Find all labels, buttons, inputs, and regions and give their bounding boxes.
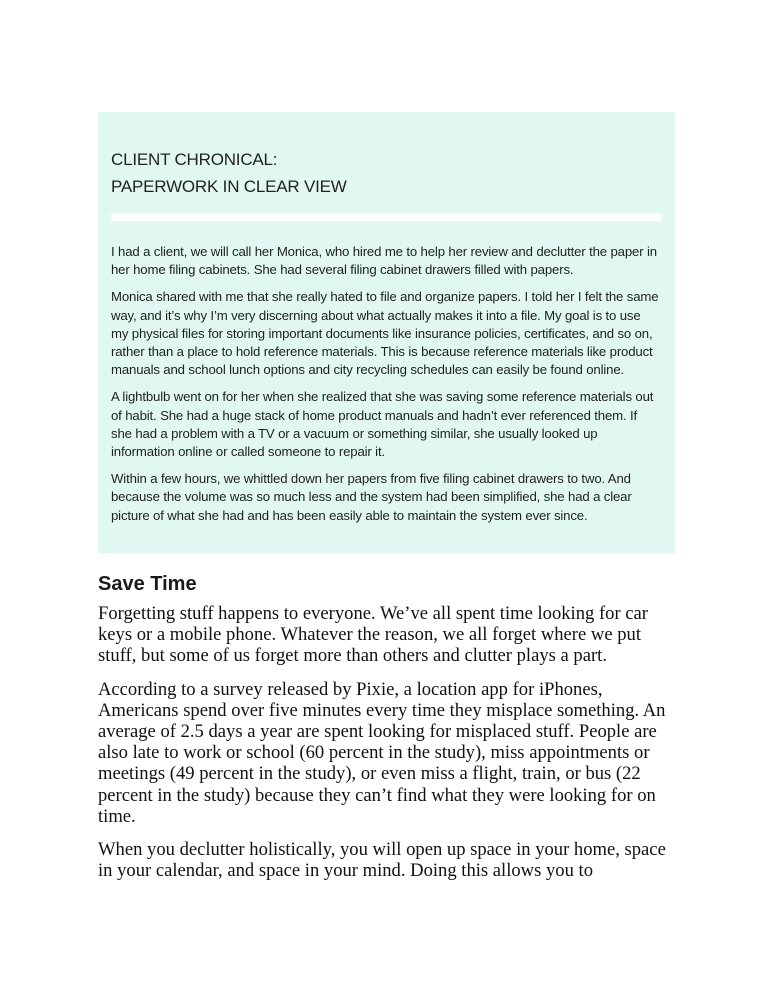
client-chronicle-sidebar xyxy=(98,112,675,553)
body-paragraph: According to a survey released by Pixie, a location app for iPhones, Americans spend over five minutes every time they misplace something. An average of 2.5 days a year are spent looking for misplaced stuff. People are also late to work or school (60 percent in the study), miss appointments or meetings (49 percent in the study), or even miss a flight, train, or bus (22 percent in the study) because they can’t find what they were looking for on time. xyxy=(98,678,666,827)
sidebar-paragraph: I had a client, we will call her Monica, who hired me to help her review and declutter the paper in her home filing cabinets. She had several filing cabinet drawers filled with papers. xyxy=(111,244,657,278)
sidebar-divider xyxy=(111,213,661,221)
sidebar-paragraph: Monica shared with me that she really hated to file and organize papers. I told her I felt the same way, and it’s why I’m very discerning about what actually makes it into a file. My goal is to use my physical files for storing important documents like insurance policies, certificates, and so on, rather than a place to hold reference materials. This is because reference materials like product manuals and school lunch options and city recycling schedules can easily be found online. xyxy=(111,289,659,378)
body-paragraph: When you declutter holistically, you will open up space in your home, space in your calendar, and space in your mind. Doing this allows you to xyxy=(98,839,666,882)
sidebar-paragraph: Within a few hours, we whittled down her papers from five filing cabinet drawers to two. And because the volume was so much less and the system had been simplified, she had a clear picture of what she had and has been easily able to maintain the system ever since. xyxy=(111,471,632,523)
sidebar-title-line-2: PAPERWORK IN CLEAR VIEW xyxy=(111,177,347,196)
sidebar-title xyxy=(111,146,661,200)
sidebar-title-line-1: CLIENT CHRONICAL: xyxy=(111,150,278,169)
body-paragraph: Forgetting stuff happens to everyone. We’ve all spent time looking for car keys or a mobile phone. Whatever the reason, we all forget where we put stuff, but some of us forget more than others and clutter plays a part. xyxy=(98,603,648,667)
section-body xyxy=(98,603,678,893)
section-heading: Save Time xyxy=(98,573,197,595)
sidebar-paragraph: A lightbulb went on for her when she realized that she was saving some reference materials out of habit. She had a huge stack of home product manuals and hadn’t ever referenced them. If she had a problem with a TV or a vacuum or something similar, she usually looked up information online or called someone to repair it. xyxy=(111,389,654,460)
